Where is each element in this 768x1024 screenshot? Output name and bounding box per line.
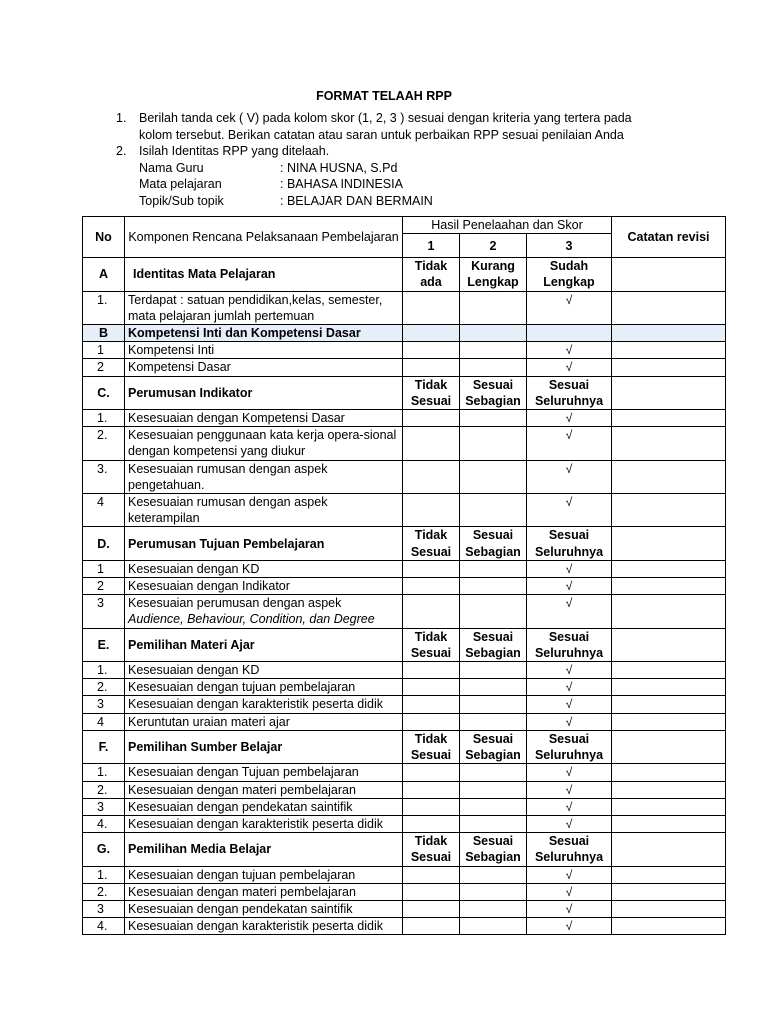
score-2-cell[interactable] [460, 291, 527, 324]
score-3-cell[interactable]: √ [527, 866, 612, 883]
notes-cell[interactable] [612, 342, 726, 359]
section-header-row [83, 628, 726, 661]
score-1-cell[interactable] [403, 883, 460, 900]
score-2-cell[interactable] [460, 781, 527, 798]
row-number: 4. [83, 918, 125, 935]
notes-cell[interactable] [612, 662, 726, 679]
notes-cell[interactable] [612, 359, 726, 376]
notes-cell[interactable] [612, 427, 726, 460]
instructions [116, 110, 676, 209]
section-criterion-3: Sesuai Seluruhnya [527, 833, 612, 866]
score-1-cell[interactable] [403, 900, 460, 917]
section-criterion-2: Sesuai Sebagian [460, 628, 527, 661]
row-description [125, 595, 403, 628]
notes-cell[interactable] [612, 578, 726, 595]
section-title: Pemilihan Media Belajar [125, 833, 403, 866]
section-header-row [83, 527, 726, 560]
section-title: Kompetensi Inti dan Kompetensi Dasar [125, 325, 403, 342]
row-description [125, 679, 403, 696]
score-3-cell[interactable]: √ [527, 815, 612, 832]
score-1-cell[interactable] [403, 866, 460, 883]
notes-cell[interactable] [612, 595, 726, 628]
notes-cell[interactable] [612, 527, 726, 560]
notes-cell[interactable] [612, 713, 726, 730]
score-2-cell[interactable] [460, 359, 527, 376]
score-3-cell[interactable]: √ [527, 595, 612, 628]
row-text: Kesesuaian dengan Indikator [128, 579, 290, 594]
score-1-cell[interactable] [403, 427, 460, 460]
row-text: Kesesuaian dengan materi pembelajaran [128, 782, 356, 797]
section-title: Pemilihan Sumber Belajar [125, 730, 403, 763]
instruction-line: kolom tersebut. Berikan catatan atau saran untuk perbaikan RPP sesuai penilaian Anda [139, 127, 624, 142]
score-2-cell[interactable] [460, 900, 527, 917]
section-criterion-3: Sesuai Seluruhnya [527, 628, 612, 661]
section-code: D. [83, 527, 125, 560]
criteria-row [83, 815, 726, 832]
score-3-cell[interactable]: √ [527, 494, 612, 527]
row-number: 3 [83, 900, 125, 917]
instruction-number: 2. [116, 144, 127, 158]
notes-cell[interactable] [612, 258, 726, 291]
identity-row-subject [116, 176, 676, 193]
criteria-row [83, 696, 726, 713]
criteria-row [83, 798, 726, 815]
row-text: Kesesuaian dengan karakteristik peserta didik [128, 919, 384, 934]
score-2-cell[interactable] [460, 696, 527, 713]
identity-row-topic [116, 193, 676, 210]
score-2-cell[interactable] [460, 679, 527, 696]
row-number: 3. [83, 460, 125, 493]
section-criterion-2 [460, 325, 527, 342]
row-description [125, 883, 403, 900]
section-criterion-1: Tidak Sesuai [403, 628, 460, 661]
score-3-cell[interactable]: √ [527, 918, 612, 935]
instruction-line: Berilah tanda cek ( V) pada kolom skor (1, 2, 3 ) sesuai dengan kriteria yang tertera pada [139, 111, 632, 125]
notes-cell[interactable] [612, 815, 726, 832]
row-number: 3 [83, 696, 125, 713]
score-1-cell[interactable] [403, 798, 460, 815]
row-description [125, 815, 403, 832]
criteria-row [83, 427, 726, 460]
identity-label: Mata pelajaran [139, 177, 222, 191]
review-table [82, 216, 726, 935]
section-code: A [83, 258, 125, 291]
row-text: Kesesuaian perumusan dengan aspek [128, 596, 342, 611]
section-criterion-2: Sesuai Sebagian [460, 833, 527, 866]
section-header-row [83, 833, 726, 866]
notes-cell[interactable] [612, 781, 726, 798]
section-criterion-3: Sesuai Seluruhnya [527, 527, 612, 560]
score-1-cell[interactable] [403, 595, 460, 628]
row-text: Kesesuaian dengan tujuan pembelajaran [128, 867, 356, 882]
row-text: Kesesuaian dengan KD [128, 561, 260, 576]
instruction-text: Isilah Identitas RPP yang ditelaah. [139, 144, 330, 158]
notes-cell[interactable] [612, 866, 726, 883]
section-criterion-3 [527, 325, 612, 342]
row-text: Kesesuaian dengan Tujuan pembelajaran [128, 765, 359, 780]
row-text: Kesesuaian rumusan dengan aspek keterampilan [128, 495, 328, 526]
section-criterion-3: Sudah Lengkap [527, 258, 612, 291]
row-text: Kesesuaian dengan karakteristik peserta didik [128, 816, 384, 831]
row-text: Kompetensi Inti [128, 343, 215, 358]
header-result: Hasil Penelaahan dan Skor [403, 217, 612, 234]
notes-cell[interactable] [612, 730, 726, 763]
score-1-cell[interactable] [403, 359, 460, 376]
identity-label: Topik/Sub topik [139, 193, 224, 208]
row-description [125, 866, 403, 883]
criteria-row [83, 595, 726, 628]
notes-cell[interactable] [612, 764, 726, 781]
criteria-row [83, 866, 726, 883]
score-2-cell[interactable] [460, 342, 527, 359]
score-3-cell[interactable]: √ [527, 410, 612, 427]
section-code: G. [83, 833, 125, 866]
notes-cell[interactable] [612, 325, 726, 342]
row-text: Keruntutan uraian materi ajar [128, 714, 290, 729]
row-description [125, 662, 403, 679]
section-code: C. [83, 376, 125, 409]
row-number: 1. [83, 764, 125, 781]
row-number: 3 [83, 595, 125, 628]
score-2-cell[interactable] [460, 662, 527, 679]
section-criterion-2: Sesuai Sebagian [460, 527, 527, 560]
row-number: 4 [83, 713, 125, 730]
score-3-cell[interactable]: √ [527, 798, 612, 815]
row-text: Kesesuaian penggunaan kata kerja opera-sional dengan kompetensi yang diukur [128, 428, 397, 459]
score-2-cell[interactable] [460, 815, 527, 832]
score-2-cell[interactable] [460, 798, 527, 815]
notes-cell[interactable] [612, 410, 726, 427]
score-2-cell[interactable] [460, 460, 527, 493]
identity-value: : BELAJAR DAN BERMAIN [280, 193, 433, 208]
row-number: 2 [83, 578, 125, 595]
row-text: Terdapat : satuan pendidikan,kelas, semester, mata pelajaran jumlah pertemuan [128, 292, 383, 323]
score-1-cell[interactable] [403, 713, 460, 730]
row-description [125, 560, 403, 577]
score-2-cell[interactable] [460, 427, 527, 460]
row-number: 2 [83, 359, 125, 376]
score-3-cell[interactable]: √ [527, 764, 612, 781]
criteria-row [83, 679, 726, 696]
row-number: 1 [83, 560, 125, 577]
criteria-row [83, 291, 726, 324]
row-number: 1. [83, 866, 125, 883]
row-italic-text: Audience, Behaviour, Condition, dan Degree [128, 612, 375, 627]
section-code: F. [83, 730, 125, 763]
identity-value: : BAHASA INDINESIA [280, 177, 403, 191]
score-2-cell[interactable] [460, 560, 527, 577]
score-1-cell[interactable] [403, 918, 460, 935]
instruction-2 [116, 143, 676, 160]
section-criterion-2: Sesuai Sebagian [460, 730, 527, 763]
row-description [125, 781, 403, 798]
row-description [125, 494, 403, 527]
row-number: 1. [83, 410, 125, 427]
criteria-row [83, 713, 726, 730]
row-number: 4. [83, 815, 125, 832]
section-header-row [83, 730, 726, 763]
notes-cell[interactable] [612, 798, 726, 815]
row-description [125, 410, 403, 427]
criteria-row [83, 494, 726, 527]
criteria-row [83, 342, 726, 359]
notes-cell[interactable] [612, 494, 726, 527]
section-criterion-2: Kurang Lengkap [460, 258, 527, 291]
section-criterion-1: Tidak Sesuai [403, 730, 460, 763]
score-1-cell[interactable] [403, 410, 460, 427]
score-1-cell[interactable] [403, 696, 460, 713]
section-criterion-3: Sesuai Seluruhnya [527, 376, 612, 409]
instruction-text [139, 110, 632, 143]
criteria-row [83, 918, 726, 935]
header-score-1: 1 [403, 234, 460, 258]
score-3-cell[interactable]: √ [527, 427, 612, 460]
notes-cell[interactable] [612, 679, 726, 696]
section-code: E. [83, 628, 125, 661]
score-3-cell[interactable]: √ [527, 662, 612, 679]
row-number: 2. [83, 781, 125, 798]
section-header-row [83, 376, 726, 409]
criteria-row [83, 662, 726, 679]
score-3-cell[interactable]: √ [527, 578, 612, 595]
score-3-cell[interactable]: √ [527, 679, 612, 696]
score-1-cell[interactable] [403, 460, 460, 493]
score-2-cell[interactable] [460, 713, 527, 730]
score-2-cell[interactable] [460, 578, 527, 595]
section-title: Perumusan Tujuan Pembelajaran [125, 527, 403, 560]
row-text: Kesesuaian dengan KD [128, 663, 260, 678]
score-1-cell[interactable] [403, 815, 460, 832]
notes-cell[interactable] [612, 696, 726, 713]
section-criterion-2: Sesuai Sebagian [460, 376, 527, 409]
score-3-cell[interactable]: √ [527, 560, 612, 577]
page-title: FORMAT TELAAH RPP [316, 89, 452, 103]
row-description [125, 918, 403, 935]
notes-cell[interactable] [612, 460, 726, 493]
criteria-row [83, 764, 726, 781]
score-2-cell[interactable] [460, 764, 527, 781]
score-2-cell[interactable] [460, 866, 527, 883]
score-3-cell[interactable]: √ [527, 696, 612, 713]
row-text: Kesesuaian rumusan dengan aspek pengetahuan. [128, 461, 328, 492]
score-1-cell[interactable] [403, 764, 460, 781]
row-description [125, 291, 403, 324]
row-number: 1 [83, 342, 125, 359]
score-1-cell[interactable] [403, 679, 460, 696]
section-criterion-1: Tidak Sesuai [403, 527, 460, 560]
notes-cell[interactable] [612, 628, 726, 661]
row-number: 3 [83, 798, 125, 815]
score-1-cell[interactable] [403, 662, 460, 679]
criteria-row [83, 359, 726, 376]
row-description [125, 764, 403, 781]
row-text: Kompetensi Dasar [128, 360, 231, 375]
criteria-row [83, 900, 726, 917]
identity-value: : NINA HUSNA, S.Pd [280, 160, 398, 175]
score-3-cell[interactable]: √ [527, 359, 612, 376]
score-2-cell[interactable] [460, 494, 527, 527]
score-3-cell[interactable]: √ [527, 713, 612, 730]
instruction-1 [116, 110, 676, 143]
section-criterion-1 [403, 325, 460, 342]
notes-cell[interactable] [612, 918, 726, 935]
score-3-cell[interactable]: √ [527, 883, 612, 900]
criteria-row [83, 883, 726, 900]
section-title: Identitas Mata Pelajaran [125, 258, 403, 291]
notes-cell[interactable] [612, 376, 726, 409]
score-3-cell[interactable]: √ [527, 342, 612, 359]
score-1-cell[interactable] [403, 781, 460, 798]
notes-cell[interactable] [612, 900, 726, 917]
section-code: B [83, 325, 125, 342]
score-2-cell[interactable] [460, 410, 527, 427]
identity-row-teacher [116, 160, 676, 177]
section-title: Perumusan Indikator [125, 376, 403, 409]
instruction-number: 1. [116, 111, 127, 125]
score-3-cell[interactable]: √ [527, 460, 612, 493]
header-no: No [83, 217, 125, 258]
header-notes: Catatan revisi [612, 217, 726, 258]
row-description [125, 578, 403, 595]
header-score-2: 2 [460, 234, 527, 258]
score-1-cell[interactable] [403, 291, 460, 324]
notes-cell[interactable] [612, 291, 726, 324]
criteria-row [83, 578, 726, 595]
score-2-cell[interactable] [460, 918, 527, 935]
row-description [125, 900, 403, 917]
row-number: 2. [83, 427, 125, 460]
row-text: Kesesuaian dengan materi pembelajaran [128, 884, 356, 899]
criteria-row [83, 410, 726, 427]
score-2-cell[interactable] [460, 595, 527, 628]
row-number: 1. [83, 662, 125, 679]
section-criterion-3: Sesuai Seluruhnya [527, 730, 612, 763]
score-1-cell[interactable] [403, 494, 460, 527]
row-number: 4 [83, 494, 125, 527]
score-3-cell[interactable]: √ [527, 900, 612, 917]
score-1-cell[interactable] [403, 342, 460, 359]
notes-cell[interactable] [612, 560, 726, 577]
row-number: 1. [83, 291, 125, 324]
section-title: Pemilihan Materi Ajar [125, 628, 403, 661]
criteria-row [83, 460, 726, 493]
section-criterion-1: Tidak ada [403, 258, 460, 291]
row-description [125, 359, 403, 376]
row-number: 2. [83, 679, 125, 696]
criteria-row [83, 560, 726, 577]
score-1-cell[interactable] [403, 578, 460, 595]
criteria-row [83, 781, 726, 798]
header-score-3: 3 [527, 234, 612, 258]
section-header-row [83, 325, 726, 342]
row-description [125, 427, 403, 460]
row-description [125, 696, 403, 713]
header-component: Komponen Rencana Pelaksanaan Pembelajaran [125, 217, 403, 258]
score-3-cell[interactable]: √ [527, 781, 612, 798]
score-2-cell[interactable] [460, 883, 527, 900]
score-3-cell[interactable]: √ [527, 291, 612, 324]
score-1-cell[interactable] [403, 560, 460, 577]
row-description [125, 460, 403, 493]
section-header-row [83, 258, 726, 291]
row-text: Kesesuaian dengan Kompetensi Dasar [128, 411, 345, 426]
row-description [125, 713, 403, 730]
row-text: Kesesuaian dengan pendekatan saintifik [128, 901, 353, 916]
row-number: 2. [83, 883, 125, 900]
row-text: Kesesuaian dengan karakteristik peserta didik [128, 697, 384, 712]
row-description [125, 342, 403, 359]
section-criterion-1: Tidak Sesuai [403, 833, 460, 866]
row-description [125, 798, 403, 815]
notes-cell[interactable] [612, 883, 726, 900]
row-text: Kesesuaian dengan pendekatan saintifik [128, 799, 353, 814]
row-text: Kesesuaian dengan tujuan pembelajaran [128, 680, 356, 695]
review-table-body [83, 258, 726, 935]
section-criterion-1: Tidak Sesuai [403, 376, 460, 409]
identity-label: Nama Guru [139, 160, 204, 175]
notes-cell[interactable] [612, 833, 726, 866]
